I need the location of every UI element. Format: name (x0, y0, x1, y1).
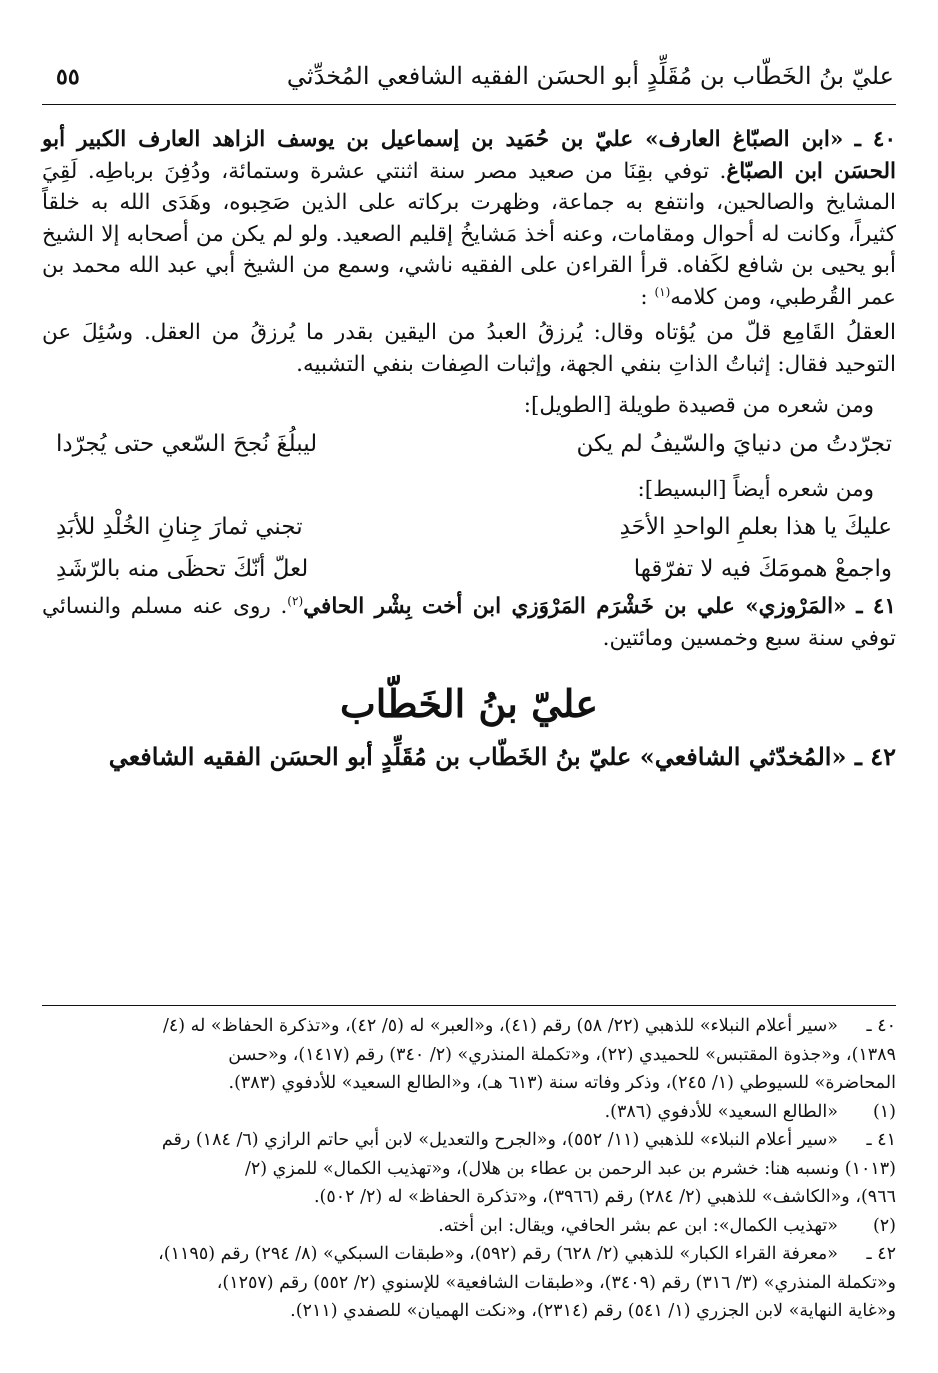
verse-second-hemistich: ليبلُغَ نُجحَ السّعي حتى يُجرّدا (56, 430, 318, 457)
entry-40 (42, 124, 896, 313)
poem-intro-2: ومن شعره أيضاً [البسيط]: (637, 476, 874, 502)
page-number: ٥٥ (56, 64, 80, 90)
entry-heading: «المَرْوزي» علي بن خَشْرَم المَرْوَزي ابن أخت بِشْر الحافي (303, 594, 847, 619)
footnotes (42, 1005, 896, 1326)
footnote-line: «تهذيب الكمال»: ابن عم بشر الحافي، ويقال: ابن أخته. (438, 1215, 838, 1236)
footnote (42, 1012, 896, 1098)
main-text (42, 124, 896, 776)
footnote-text (42, 1212, 838, 1241)
footnote (42, 1098, 896, 1127)
footnote (42, 1126, 896, 1212)
entry-text: . روى عنه مسلم والنسائي توفي سنة سبع وخمسين ومائتين. (42, 594, 896, 651)
entry-number: ٤٢ ـ (854, 742, 896, 771)
verse-first-hemistich: عليكَ يا هذا بعلمِ الواحدِ الأحَدِ (619, 514, 892, 540)
page-header (42, 50, 896, 105)
footnote-text (42, 1098, 838, 1127)
entry-40-saying: العقلُ القَامِع قلّ من يُؤتاه وقال: يُرزقُ العبدُ من اليقين بقدر ما يُرزقُ من العقل. وسُئِلَ عن التوحيد فقال: إثباتُ الذاتِ بنفي الجهة، وإثبات الصِفات بنفي التشبيه. (42, 320, 896, 377)
footnote-mark: (١) (872, 1101, 896, 1122)
entry-42 (42, 738, 896, 776)
verse-second-hemistich: تجني ثمارَ جِنانِ الخُلْدِ للأبَدِ (56, 514, 303, 540)
footnote-mark: ٤٠ ـ (866, 1016, 896, 1036)
footnote-line: «معرفة القراء الكبار» للذهبي (٢/ ٦٢٨) رقم (٥٩٢)، و«طبقات السبكي» (٨/ ٢٩٤) رقم (١١٩٥)، (158, 1244, 838, 1264)
verse-second-hemistich: لعلّ أنّكَ تحظَى منه بالرّشَدِ (56, 556, 309, 582)
footnote-line: ٩٦٦)، و«الكاشف» للذهبي (٢/ ٢٨٤) رقم (٣٩٦٦)، و«تذكرة الحفاظ» له (٢/ ٥٠٢). (313, 1187, 896, 1207)
poem-verse (42, 424, 896, 464)
footnote-line: «سير أعلام النبلاء» للذهبي (٢٢/ ٥٨) رقم (٤١)، و«العبر» له (٥/ ٤٢)، و«تذكرة الحفاظ» له (٤/ (162, 1016, 838, 1036)
footnote-mark: ٤١ ـ (866, 1130, 896, 1150)
footnote-line: و«غاية النهاية» لابن الجزري (١/ ٥٤١) رقم (٢٣١٤)، و«نكت الهميان» للصفدي (٢١١). (290, 1301, 896, 1321)
footnote-mark: ٤٢ ـ (866, 1244, 896, 1264)
running-title: عليّ بنُ الخَطّاب بن مُقَلِّدٍ أبو الحسَن الفقيه الشافعي المُخدِّثي (286, 62, 894, 90)
footnote (42, 1240, 896, 1326)
footnote-ref: (١) (654, 284, 671, 299)
section-heading: عليّ بنُ الخَطّاب (339, 681, 599, 726)
footnote-line: المحاضرة» للسيوطي (١/ ٢٤٥)، وذكر وفاته سنة (٦١٣ هـ)، و«الطالع السعيد» للأدفوي (٣٨٣). (228, 1073, 896, 1093)
book-page (42, 50, 896, 1350)
footnote-line: «الطالع السعيد» للأدفوي (٣٨٦). (604, 1101, 838, 1122)
footnote-line: ١٣٨٩)، و«جذوة المقتبس» للحميدي (٢٢)، و«تكملة المنذري» (٢/ ٣٤٠) رقم (١٤١٧)، و«حسن (228, 1044, 896, 1065)
footnote (42, 1212, 896, 1241)
footnote-mark: (٢) (872, 1215, 896, 1236)
entry-number: ٤٠ ـ (854, 127, 896, 152)
verse-first-hemistich: واجمعْ همومَكَ فيه لا تفرّقها (633, 556, 892, 582)
footnote-line: (١٠١٣) ونسبه هنا: خشرم بن عبد الرحمن بن عطاء بن هلال)، و«تهذيب الكمال» للمزي (٢/ (244, 1158, 896, 1179)
poem-verse (42, 549, 896, 589)
poem-intro-1: ومن شعره من قصيدة طويلة [الطويل]: (523, 393, 874, 418)
entry-heading: «المُخدّثي الشافعي» عليّ بنُ الخَطّاب بن مُقَلِّدٍ أبو الحسَن الفقيه الشافعي (108, 742, 847, 771)
entry-41 (42, 591, 896, 654)
colon: : (640, 284, 648, 310)
entry-heading: «ابن الصبّاغ العارف» عليّ بن حُمَيد بن إسماعيل بن يوسف الزاهد العارف الكبير أبو الحسَن ابن الصبّاغ (42, 127, 896, 184)
entry-text: . توفي بقِنَا من صعيد مصر سنة اثنتي عشرة وستمائة، ودُفِنَ برباطِه. لَقِيَ المشايخ والصالحين، وانتفع به جماعة، وظهرت بركاته على الذين صَحِبوه، وهَدَى الله به خلقاً كثيراً، وكانت له أحوال ومقامات، وعنه أخذ مَشايخُ إقليم الصعيد. ولو لم يكن من أصحابه إلا الشيخ أبو يحيى بن شافع لكَفاه. قرأ القراءن على الفقيه ناشي، وسمع من الشيخ أبي عبد الله محمد بن عمر القُرطبي، ومن كلامه (42, 158, 896, 310)
footnote-ref: (٢) (287, 593, 304, 608)
footnote-line: و«تكملة المنذري» (٣/ ٣١٦) رقم (٣٤٠٩)، و«طبقات الشافعية» للإسنوي (٢/ ٥٥٢) رقم (١٢٥٧)، (216, 1272, 896, 1293)
verse-first-hemistich: تجرّدتُ من دنيايَ والسّيفُ لم يكن (576, 430, 892, 457)
footnote-line: «سير أعلام النبلاء» للذهبي (١١/ ٥٥٢)، و«الجرح والتعديل» لابن أبي حاتم الرازي (٦/ ١٨٤) رقم (161, 1130, 838, 1150)
entry-number: ٤١ ـ (856, 594, 896, 619)
poem-verse (42, 507, 896, 547)
